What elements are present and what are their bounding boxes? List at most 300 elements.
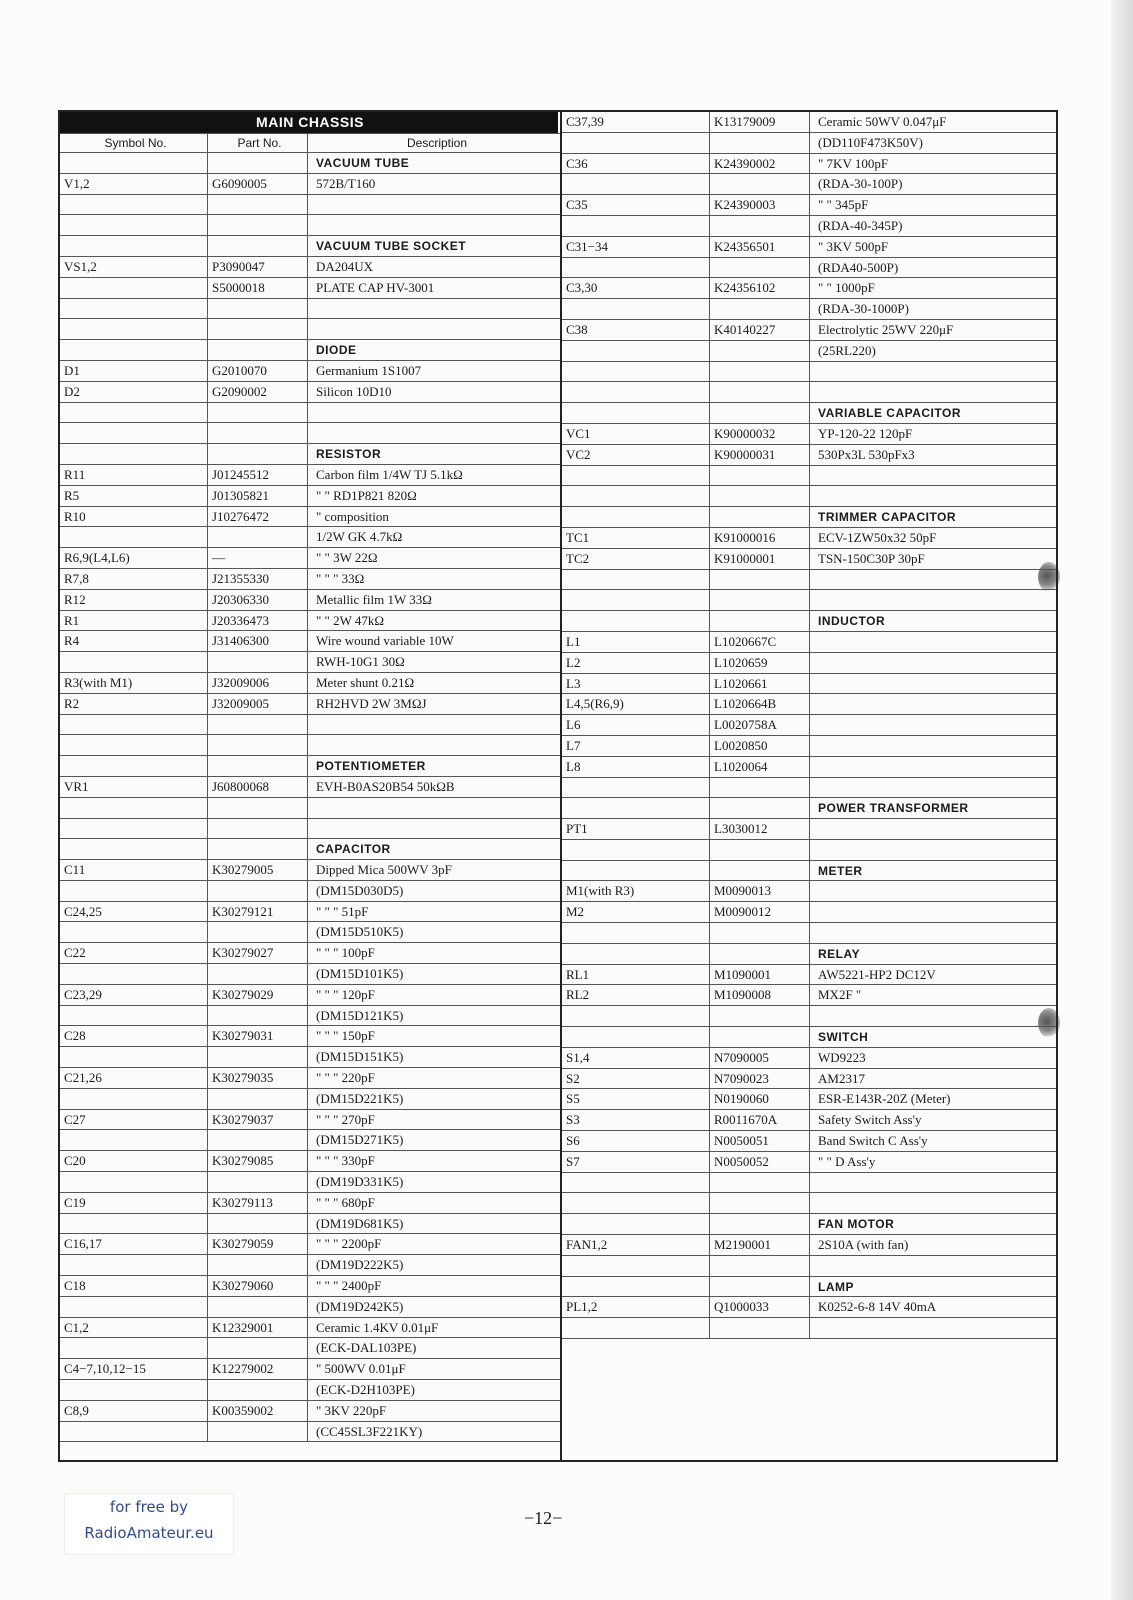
symbol-cell: L8 bbox=[562, 757, 710, 777]
part-cell: M0090012 bbox=[710, 902, 810, 922]
description-cell bbox=[810, 653, 1052, 673]
part-cell: K24390003 bbox=[710, 195, 810, 215]
description-cell: RWH-10G1 30Ω bbox=[316, 654, 405, 670]
r-table-row bbox=[562, 944, 1056, 965]
l-table-row bbox=[60, 1193, 560, 1214]
r-table-row bbox=[562, 570, 1056, 591]
description-cell bbox=[810, 1256, 1052, 1276]
symbol-cell: VR1 bbox=[60, 777, 208, 797]
description-cell bbox=[810, 778, 1052, 798]
r-table-row bbox=[562, 902, 1056, 923]
symbol-cell: C4−7,10,12−15 bbox=[60, 1359, 208, 1379]
symbol-cell bbox=[562, 1006, 710, 1026]
r-table-row bbox=[562, 1069, 1056, 1090]
l-table-row bbox=[60, 174, 560, 195]
description-cell: AM2317 bbox=[818, 1070, 865, 1086]
header-part: Part No. bbox=[208, 134, 308, 152]
part-cell: M0090013 bbox=[710, 881, 810, 901]
l-table-row bbox=[60, 1214, 560, 1235]
symbol-cell: C38 bbox=[562, 320, 710, 340]
symbol-cell bbox=[562, 798, 710, 818]
description-cell: RESISTOR bbox=[316, 447, 382, 462]
symbol-cell bbox=[562, 611, 710, 631]
symbol-cell: C36 bbox=[562, 154, 710, 174]
description-cell: (DM15D121K5) bbox=[316, 1007, 404, 1023]
part-cell: K30279031 bbox=[208, 1026, 308, 1046]
symbol-cell bbox=[60, 715, 208, 735]
l-table-row bbox=[60, 548, 560, 569]
symbol-cell: R5 bbox=[60, 486, 208, 506]
symbol-cell: TC1 bbox=[562, 528, 710, 548]
r-table-row bbox=[562, 507, 1056, 528]
part-cell: K90000032 bbox=[710, 424, 810, 444]
l-table-row bbox=[60, 673, 560, 694]
part-cell bbox=[208, 195, 308, 215]
r-table-row bbox=[562, 258, 1056, 279]
symbol-cell bbox=[60, 735, 208, 755]
part-cell bbox=[710, 570, 810, 590]
part-cell: K30279059 bbox=[208, 1234, 308, 1254]
symbol-cell bbox=[60, 153, 208, 173]
part-cell bbox=[710, 258, 810, 278]
part-cell: L1020064 bbox=[710, 757, 810, 777]
l-table-row bbox=[60, 527, 560, 548]
part-cell: N7090023 bbox=[710, 1069, 810, 1089]
part-cell bbox=[208, 153, 308, 173]
part-cell: L0020850 bbox=[710, 736, 810, 756]
description-cell: (ECK-D2H103PE) bbox=[316, 1382, 415, 1398]
symbol-cell bbox=[60, 403, 208, 423]
r-table-row bbox=[562, 923, 1056, 944]
description-cell: " " " 33Ω bbox=[316, 570, 365, 586]
r-table-row bbox=[562, 1318, 1056, 1339]
description-cell bbox=[810, 1006, 1052, 1026]
symbol-cell bbox=[562, 1173, 710, 1193]
part-cell: L3030012 bbox=[710, 819, 810, 839]
part-cell bbox=[710, 923, 810, 943]
description-cell: " " D Ass'y bbox=[818, 1153, 876, 1169]
part-cell bbox=[208, 340, 308, 360]
description-cell bbox=[810, 902, 1052, 922]
description-cell: WD9223 bbox=[818, 1049, 866, 1065]
part-cell bbox=[208, 1338, 308, 1358]
description-cell: Germanium 1S1007 bbox=[316, 362, 422, 378]
part-cell: N7090005 bbox=[710, 1048, 810, 1068]
r-table-row bbox=[562, 403, 1056, 424]
description-cell bbox=[810, 1173, 1052, 1193]
symbol-cell bbox=[60, 798, 208, 818]
description-cell: " " " 2200pF bbox=[316, 1236, 382, 1252]
description-cell: Metallic film 1W 33Ω bbox=[316, 591, 432, 607]
description-cell: MX2F " bbox=[818, 987, 862, 1003]
symbol-cell bbox=[60, 1089, 208, 1109]
part-cell: K91000001 bbox=[710, 549, 810, 569]
page-title: MAIN CHASSIS bbox=[208, 112, 408, 133]
r-table-row bbox=[562, 528, 1056, 549]
r-table-row bbox=[562, 653, 1056, 674]
symbol-cell bbox=[60, 423, 208, 443]
part-cell: J20336473 bbox=[208, 611, 308, 631]
r-table-row bbox=[562, 466, 1056, 487]
part-cell bbox=[710, 1277, 810, 1297]
l-table-row bbox=[60, 257, 560, 278]
symbol-cell bbox=[562, 507, 710, 527]
description-cell bbox=[308, 798, 558, 818]
part-cell: S5000018 bbox=[208, 278, 308, 298]
part-cell bbox=[208, 1172, 308, 1192]
symbol-cell bbox=[562, 403, 710, 423]
l-table-row bbox=[60, 299, 560, 320]
symbol-cell: C28 bbox=[60, 1026, 208, 1046]
description-cell bbox=[308, 195, 558, 215]
description-cell: (CC45SL3F221KY) bbox=[316, 1423, 423, 1439]
part-cell bbox=[710, 798, 810, 818]
symbol-cell bbox=[562, 778, 710, 798]
part-cell: P3090047 bbox=[208, 257, 308, 277]
r-table-row bbox=[562, 1193, 1056, 1214]
part-cell bbox=[208, 1380, 308, 1400]
l-table-row bbox=[60, 215, 560, 236]
part-cell bbox=[710, 216, 810, 236]
symbol-cell bbox=[60, 881, 208, 901]
description-cell: 530Px3L 530pFx3 bbox=[818, 446, 915, 462]
l-table-row bbox=[60, 1172, 560, 1193]
description-cell: " " " 270pF bbox=[316, 1111, 375, 1127]
part-cell bbox=[710, 1027, 810, 1047]
symbol-cell bbox=[60, 839, 208, 859]
description-cell: " 7KV 100pF bbox=[818, 155, 889, 171]
left-column bbox=[60, 112, 562, 1460]
part-cell bbox=[710, 174, 810, 194]
description-cell: LAMP bbox=[818, 1279, 854, 1294]
part-cell: G2090002 bbox=[208, 382, 308, 402]
part-cell bbox=[710, 944, 810, 964]
part-cell bbox=[208, 1214, 308, 1234]
description-cell bbox=[810, 590, 1052, 610]
description-cell: " " " 120pF bbox=[316, 986, 375, 1002]
part-cell bbox=[208, 423, 308, 443]
description-cell: " " " 150pF bbox=[316, 1028, 375, 1044]
part-cell: K30279113 bbox=[208, 1193, 308, 1213]
part-cell bbox=[208, 1047, 308, 1067]
description-cell: (DD110F473K50V) bbox=[818, 134, 923, 150]
symbol-cell: L7 bbox=[562, 736, 710, 756]
symbol-cell: RL2 bbox=[562, 985, 710, 1005]
symbol-cell bbox=[562, 1214, 710, 1234]
symbol-cell bbox=[60, 278, 208, 298]
part-cell: N0050051 bbox=[710, 1131, 810, 1151]
right-column bbox=[562, 112, 1056, 1460]
r-table-row bbox=[562, 237, 1056, 258]
part-cell bbox=[710, 1193, 810, 1213]
symbol-cell: VC2 bbox=[562, 445, 710, 465]
description-cell: 2S10A (with fan) bbox=[818, 1237, 909, 1253]
part-cell: K24356501 bbox=[710, 237, 810, 257]
right-rows bbox=[562, 112, 1056, 1339]
part-cell: L1020659 bbox=[710, 653, 810, 673]
description-cell: DIODE bbox=[316, 343, 357, 358]
symbol-cell bbox=[562, 861, 710, 881]
symbol-cell bbox=[60, 922, 208, 942]
part-cell: J01245512 bbox=[208, 465, 308, 485]
part-cell: L0020758A bbox=[710, 715, 810, 735]
part-cell: K13179009 bbox=[710, 112, 810, 132]
part-cell bbox=[710, 362, 810, 382]
part-cell bbox=[208, 299, 308, 319]
symbol-cell bbox=[60, 756, 208, 776]
part-cell: K30279121 bbox=[208, 902, 308, 922]
r-table-row bbox=[562, 1214, 1056, 1235]
r-table-row bbox=[562, 985, 1056, 1006]
symbol-cell bbox=[60, 527, 208, 547]
symbol-cell bbox=[60, 819, 208, 839]
part-cell: K91000016 bbox=[710, 528, 810, 548]
r-table-row bbox=[562, 112, 1056, 133]
watermark-line2: RadioAmateur.eu bbox=[84, 1524, 214, 1542]
symbol-cell bbox=[562, 486, 710, 506]
symbol-cell: C19 bbox=[60, 1193, 208, 1213]
part-cell bbox=[208, 403, 308, 423]
description-cell: (25RL220) bbox=[818, 342, 876, 358]
r-table-row bbox=[562, 299, 1056, 320]
symbol-cell: L4,5(R6,9) bbox=[562, 694, 710, 714]
part-cell bbox=[208, 1297, 308, 1317]
part-cell bbox=[208, 1422, 308, 1442]
part-cell bbox=[710, 507, 810, 527]
symbol-cell bbox=[562, 923, 710, 943]
symbol-cell bbox=[60, 1214, 208, 1234]
symbol-cell: C11 bbox=[60, 860, 208, 880]
l-table-row bbox=[60, 694, 560, 715]
part-cell bbox=[208, 444, 308, 464]
description-cell bbox=[810, 736, 1052, 756]
symbol-cell: C22 bbox=[60, 943, 208, 963]
description-cell: ESR-E143R-20Z (Meter) bbox=[818, 1091, 951, 1107]
description-cell: VARIABLE CAPACITOR bbox=[818, 406, 962, 421]
l-table-row bbox=[60, 465, 560, 486]
title-spacer bbox=[60, 112, 208, 133]
symbol-cell bbox=[60, 319, 208, 339]
description-cell: (DM19D222K5) bbox=[316, 1257, 404, 1273]
description-cell: CAPACITOR bbox=[316, 842, 391, 857]
part-cell: K30279060 bbox=[208, 1276, 308, 1296]
symbol-cell bbox=[562, 1318, 710, 1338]
description-cell: " " " 51pF bbox=[316, 903, 369, 919]
symbol-cell: PT1 bbox=[562, 819, 710, 839]
description-cell bbox=[810, 694, 1052, 714]
symbol-cell: C3,30 bbox=[562, 278, 710, 298]
part-cell bbox=[208, 652, 308, 672]
symbol-cell: R1 bbox=[60, 611, 208, 631]
l-table-row bbox=[60, 486, 560, 507]
symbol-cell bbox=[562, 840, 710, 860]
r-table-row bbox=[562, 1235, 1056, 1256]
description-cell: TRIMMER CAPACITOR bbox=[818, 510, 957, 525]
r-table-row bbox=[562, 674, 1056, 695]
description-cell: " " 1000pF bbox=[818, 280, 875, 296]
l-table-row bbox=[60, 236, 560, 257]
description-cell: TSN-150C30P 30pF bbox=[818, 550, 925, 566]
part-cell: K30279085 bbox=[208, 1151, 308, 1171]
symbol-cell: R3(with M1) bbox=[60, 673, 208, 693]
description-cell: (RDA-30-1000P) bbox=[818, 301, 909, 317]
watermark-line1: for free by bbox=[109, 1498, 189, 1516]
description-cell: (ECK-DAL103PE) bbox=[316, 1340, 417, 1356]
description-cell bbox=[810, 486, 1052, 506]
title-spacer-right bbox=[408, 112, 558, 133]
symbol-cell bbox=[60, 340, 208, 360]
description-cell bbox=[308, 819, 558, 839]
symbol-cell bbox=[562, 466, 710, 486]
r-table-row bbox=[562, 840, 1056, 861]
description-cell: " composition bbox=[316, 508, 389, 524]
part-cell: K12279002 bbox=[208, 1359, 308, 1379]
part-cell bbox=[208, 881, 308, 901]
description-cell: Dipped Mica 500WV 3pF bbox=[316, 862, 452, 878]
part-cell: M2190001 bbox=[710, 1235, 810, 1255]
l-table-row bbox=[60, 1255, 560, 1276]
symbol-cell: C8,9 bbox=[60, 1401, 208, 1421]
part-cell bbox=[710, 486, 810, 506]
r-table-row bbox=[562, 549, 1056, 570]
description-cell bbox=[308, 735, 558, 755]
description-cell: " 500WV 0.01μF bbox=[316, 1361, 406, 1377]
r-table-row bbox=[562, 424, 1056, 445]
l-table-row bbox=[60, 444, 560, 465]
description-cell: (DM19D242K5) bbox=[316, 1298, 404, 1314]
description-cell: " 3KV 500pF bbox=[818, 238, 889, 254]
l-table-row bbox=[60, 361, 560, 382]
description-cell: SWITCH bbox=[818, 1030, 869, 1045]
part-cell: K40140227 bbox=[710, 320, 810, 340]
symbol-cell: L2 bbox=[562, 653, 710, 673]
r-table-row bbox=[562, 1006, 1056, 1027]
description-cell: VACUUM TUBE bbox=[316, 156, 410, 170]
part-cell bbox=[710, 1318, 810, 1338]
description-cell bbox=[308, 423, 558, 443]
r-table-row bbox=[562, 1256, 1056, 1277]
l-table-row bbox=[60, 278, 560, 299]
description-cell: AW5221-HP2 DC12V bbox=[818, 966, 936, 982]
description-cell: (RDA-40-345P) bbox=[818, 217, 903, 233]
l-table-row bbox=[60, 1401, 560, 1422]
symbol-cell: R12 bbox=[60, 590, 208, 610]
l-table-row bbox=[60, 881, 560, 902]
l-table-row bbox=[60, 922, 560, 943]
part-cell: R0011670A bbox=[710, 1110, 810, 1130]
description-cell bbox=[308, 715, 558, 735]
symbol-cell: L1 bbox=[562, 632, 710, 652]
part-cell: — bbox=[208, 548, 308, 568]
l-table-row bbox=[60, 507, 560, 528]
part-cell bbox=[710, 403, 810, 423]
description-cell bbox=[810, 570, 1052, 590]
symbol-cell bbox=[562, 258, 710, 278]
symbol-cell: S1,4 bbox=[562, 1048, 710, 1068]
part-cell bbox=[208, 839, 308, 859]
l-table-row bbox=[60, 631, 560, 652]
part-cell: J31406300 bbox=[208, 631, 308, 651]
part-cell: K30279027 bbox=[208, 943, 308, 963]
description-cell: (RDA-30-100P) bbox=[818, 176, 903, 192]
symbol-cell: D2 bbox=[60, 382, 208, 402]
description-cell: EVH-B0AS20B54 50kΩB bbox=[316, 778, 455, 794]
symbol-cell bbox=[60, 1130, 208, 1150]
r-table-row bbox=[562, 133, 1056, 154]
l-table-row bbox=[60, 382, 560, 403]
symbol-cell: L6 bbox=[562, 715, 710, 735]
l-table-row bbox=[60, 569, 560, 590]
symbol-cell: C35 bbox=[562, 195, 710, 215]
description-cell bbox=[810, 923, 1052, 943]
symbol-cell: C31−34 bbox=[562, 237, 710, 257]
r-table-row bbox=[562, 278, 1056, 299]
l-table-row bbox=[60, 777, 560, 798]
symbol-cell bbox=[562, 1256, 710, 1276]
l-table-row bbox=[60, 1110, 560, 1131]
symbol-cell: C37,39 bbox=[562, 112, 710, 132]
symbol-cell bbox=[60, 444, 208, 464]
r-table-row bbox=[562, 445, 1056, 466]
symbol-cell bbox=[60, 1380, 208, 1400]
l-table-row bbox=[60, 153, 560, 174]
l-table-row bbox=[60, 985, 560, 1006]
description-cell: " 3KV 220pF bbox=[316, 1402, 387, 1418]
description-cell: POTENTIOMETER bbox=[316, 759, 426, 774]
r-table-row bbox=[562, 486, 1056, 507]
l-table-row bbox=[60, 319, 560, 340]
description-cell: ECV-1ZW50x32 50pF bbox=[818, 529, 937, 545]
header-symbol: Symbol No. bbox=[60, 134, 208, 152]
r-table-row bbox=[562, 382, 1056, 403]
title-row bbox=[60, 112, 560, 134]
r-table-row bbox=[562, 1027, 1056, 1048]
part-cell: K00359002 bbox=[208, 1401, 308, 1421]
l-table-row bbox=[60, 735, 560, 756]
symbol-cell bbox=[562, 362, 710, 382]
part-cell bbox=[710, 133, 810, 153]
r-table-row bbox=[562, 590, 1056, 611]
symbol-cell: VS1,2 bbox=[60, 257, 208, 277]
l-table-row bbox=[60, 943, 560, 964]
symbol-cell: C23,29 bbox=[60, 985, 208, 1005]
r-table-row bbox=[562, 778, 1056, 799]
symbol-cell bbox=[60, 215, 208, 235]
r-table-row bbox=[562, 798, 1056, 819]
description-cell: DA204UX bbox=[316, 258, 374, 274]
r-table-row bbox=[562, 216, 1056, 237]
symbol-cell bbox=[60, 1006, 208, 1026]
description-cell: (DM15D101K5) bbox=[316, 966, 404, 982]
header-row bbox=[60, 134, 560, 153]
symbol-cell: R11 bbox=[60, 465, 208, 485]
part-cell: K30279037 bbox=[208, 1110, 308, 1130]
part-cell: Q1000033 bbox=[710, 1297, 810, 1317]
symbol-cell: S7 bbox=[562, 1152, 710, 1172]
description-cell: " " " 680pF bbox=[316, 1194, 375, 1210]
r-table-row bbox=[562, 1110, 1056, 1131]
description-cell bbox=[810, 466, 1052, 486]
description-cell: " " " 220pF bbox=[316, 1070, 375, 1086]
part-cell bbox=[208, 1255, 308, 1275]
part-cell bbox=[710, 590, 810, 610]
description-cell bbox=[308, 403, 558, 423]
description-cell: RELAY bbox=[818, 946, 861, 961]
part-cell: K30279035 bbox=[208, 1068, 308, 1088]
description-cell: " " 3W 22Ω bbox=[316, 550, 378, 566]
r-table-row bbox=[562, 1131, 1056, 1152]
part-cell: G6090005 bbox=[208, 174, 308, 194]
